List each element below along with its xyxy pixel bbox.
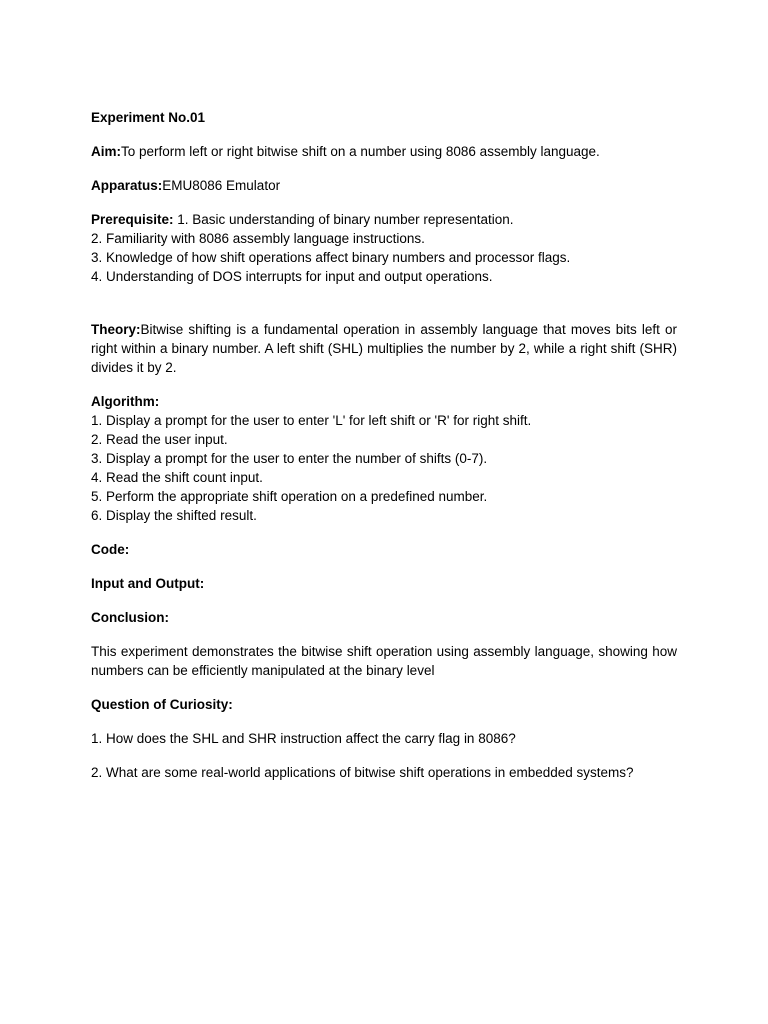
prerequisite-item: 2. Familiarity with 8086 assembly language instructions.: [91, 231, 425, 246]
prerequisite-section: [91, 210, 677, 286]
aim-label: Aim:: [91, 144, 121, 159]
algorithm-step: 4. Read the shift count input.: [91, 470, 263, 485]
algorithm-step: 6. Display the shifted result.: [91, 508, 257, 523]
prerequisite-label: Prerequisite:: [91, 212, 174, 227]
input-output-heading: Input and Output:: [91, 576, 205, 591]
prerequisite-item: 3. Knowledge of how shift operations affect binary numbers and processor flags.: [91, 250, 571, 265]
questions-heading: Question of Curiosity:: [91, 697, 233, 712]
algorithm-step: 2. Read the user input.: [91, 432, 228, 447]
algorithm-section: [91, 392, 677, 525]
apparatus-label: Apparatus:: [91, 178, 163, 193]
apparatus-text: EMU8086 Emulator: [162, 178, 281, 193]
experiment-title: Experiment No.01: [91, 110, 206, 125]
conclusion-heading: Conclusion:: [91, 610, 169, 625]
conclusion-text: This experiment demonstrates the bitwise shift operation using assembly language, showing how numbers can be efficiently manipulated at the binary level: [91, 644, 677, 678]
question-item: 1. How does the SHL and SHR instruction affect the carry flag in 8086?: [91, 731, 516, 746]
algorithm-step: 5. Perform the appropriate shift operation on a predefined number.: [91, 489, 488, 504]
aim-section: [91, 142, 677, 161]
theory-section: [91, 320, 677, 377]
algorithm-step: 3. Display a prompt for the user to enter the number of shifts (0-7).: [91, 451, 488, 466]
apparatus-section: [91, 176, 677, 195]
algorithm-step: 1. Display a prompt for the user to enter 'L' for left shift or 'R' for right shift.: [91, 413, 532, 428]
theory-text: Bitwise shifting is a fundamental operation in assembly language that moves bits left or right within a binary number. A left shift (SHL) multiplies the number by 2, while a right shift (SHR) divides it by 2.: [91, 322, 677, 375]
prerequisite-item: 1. Basic understanding of binary number representation.: [173, 212, 514, 227]
prerequisite-item: 4. Understanding of DOS interrupts for input and output operations.: [91, 269, 493, 284]
question-item: 2. What are some real-world applications of bitwise shift operations in embedded systems?: [91, 765, 634, 780]
theory-label: Theory:: [91, 322, 141, 337]
document-page: [91, 108, 677, 782]
algorithm-label: Algorithm:: [91, 394, 160, 409]
aim-text: To perform left or right bitwise shift on a number using 8086 assembly language.: [121, 144, 600, 159]
code-heading: Code:: [91, 542, 130, 557]
